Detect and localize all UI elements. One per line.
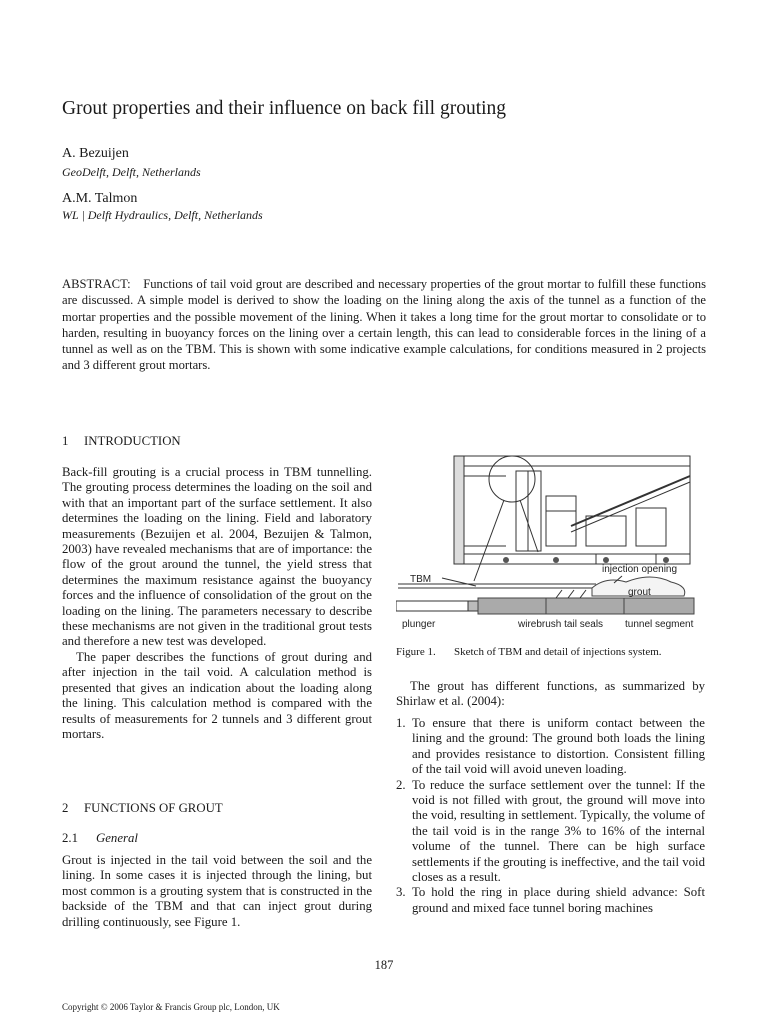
tbm-sketch [396,436,706,636]
left-column-general [62,853,372,930]
list-number: 2. [396,777,406,792]
right-column-intro [396,679,705,710]
list-item [396,885,705,916]
subsection-number: 2.1 [62,831,78,845]
label-plunger: plunger [402,619,436,630]
leader-line [520,500,538,552]
section-heading [62,801,223,816]
author-name: A. Bezuijen [62,146,129,161]
leader-line [442,578,476,586]
paragraph: The grout has different functions, as summarized by Shirlaw et al. (2004): [396,679,705,709]
list-text: To reduce the surface settlement over the tunnel: If the void is not filled with grout, the ground will move into the void, resulting in settlement. Typically, the volume of the tail void is in the range 3% to 16% of the internal volume of the tunnel. There can be high surface settlements if the grouting is ineffective, and the tail void closes as a result. [412,777,705,885]
list-text: To ensure that there is uniform contact between the lining and the ground: The ground both loads the lining and provides resistance to distortion. Consistent filling of the tail void will avoid uneven loading. [412,716,705,777]
section-number: 1 [62,434,69,448]
subsection-title: General [96,831,138,845]
copyright-notice: Copyright © 2006 Taylor & Francis Group plc, London, UK [62,1002,280,1012]
list-number: 3. [396,885,406,900]
abstract: ABSTRACT: Functions of tail void grout are described and necessary properties of the grout mortar to fulfill these functions are discussed. A simple model is derived to show the loading on the lining along the axis of the tunnel as a function of the mortar properties and the possible movement of the lining. When it takes a long time for the grout mortar to consolidate or to harden, resulting in buoyancy forces on the lining over a certain length, this can lead to considerable forces in the lining of a tunnel as well as on the TBM. This is shown with some indicative example calculations, for conditions measured in 2 projects and 3 different grout mortars. [62,277,706,373]
list-item [396,778,705,886]
paper-title: Grout properties and their influence on back fill grouting [62,98,507,119]
figure-1 [396,436,706,636]
section-number: 2 [62,801,69,815]
list-text: To hold the ring in place during shield advance: Soft ground and mixed face tunnel boring machines [412,885,705,915]
author-affiliation: GeoDelft, Delft, Netherlands [62,165,201,179]
label-grout: grout [628,587,651,598]
label-injection-opening: injection opening [602,564,678,575]
tbm-drawing [454,456,690,564]
paragraph: Grout is injected in the tail void between the soil and the lining. In some cases it is injected through the lining, but most common is a grouting system that is constructed in the backside of the TBM and that can inject grout during drilling continuously, see Figure 1. [62,853,372,929]
leader-line [474,500,504,581]
tbm-wheels [503,557,669,563]
caption-text: Sketch of TBM and detail of injections system. [454,646,662,658]
paragraph: Back-fill grouting is a crucial process in TBM tunnelling. The grouting process determines the loading on the soil and with that an important part of the surface settlement. It also determines the loading on the lining. Field and laboratory measurements (Bezuijen et al. 2004, Bezuijen & Talmon, 2003) have revealed mechanisms that are of importance: the flow of the grout around the tunnel, the yield stress that determines the maximum resistance against the buoyancy forces and the influence of consolidation of the grout on the loading on the lining. The parameters necessary to describe these mechanisms are not given in the traditional grout tests and therefore a new test was developed. [62,465,372,649]
list-number: 1. [396,716,406,730]
label-wirebrush: wirebrush tail seals [518,619,604,630]
section-title: INTRODUCTION [84,434,181,448]
section-heading [62,434,181,449]
plunger-head [468,601,478,611]
caption-label: Figure 1. [396,646,436,658]
functions-list [396,716,705,916]
paragraph: The paper describes the functions of grout during and after injection in the tail void. A calculation method is presented that gives an indication about the loading along the lining. This calculation method is compared with the results of measurements for 2 tunnels and 3 different grout mortars. [62,649,372,741]
wirebrush-seals [556,590,586,598]
author-affiliation: WL | Delft Hydraulics, Delft, Netherlands [62,208,263,222]
author-name: A.M. Talmon [62,191,138,206]
left-column-intro [62,465,372,742]
subsection-heading [62,831,138,846]
label-tunnel-segment: tunnel segment [625,619,694,630]
plunger-bar [396,601,468,611]
list-item [396,716,705,778]
label-tbm: TBM [410,574,432,585]
page-number: 187 [374,958,394,972]
figure-caption [396,646,662,658]
tunnel-segment-band [478,598,694,614]
section-title: FUNCTIONS OF GROUT [84,801,223,815]
